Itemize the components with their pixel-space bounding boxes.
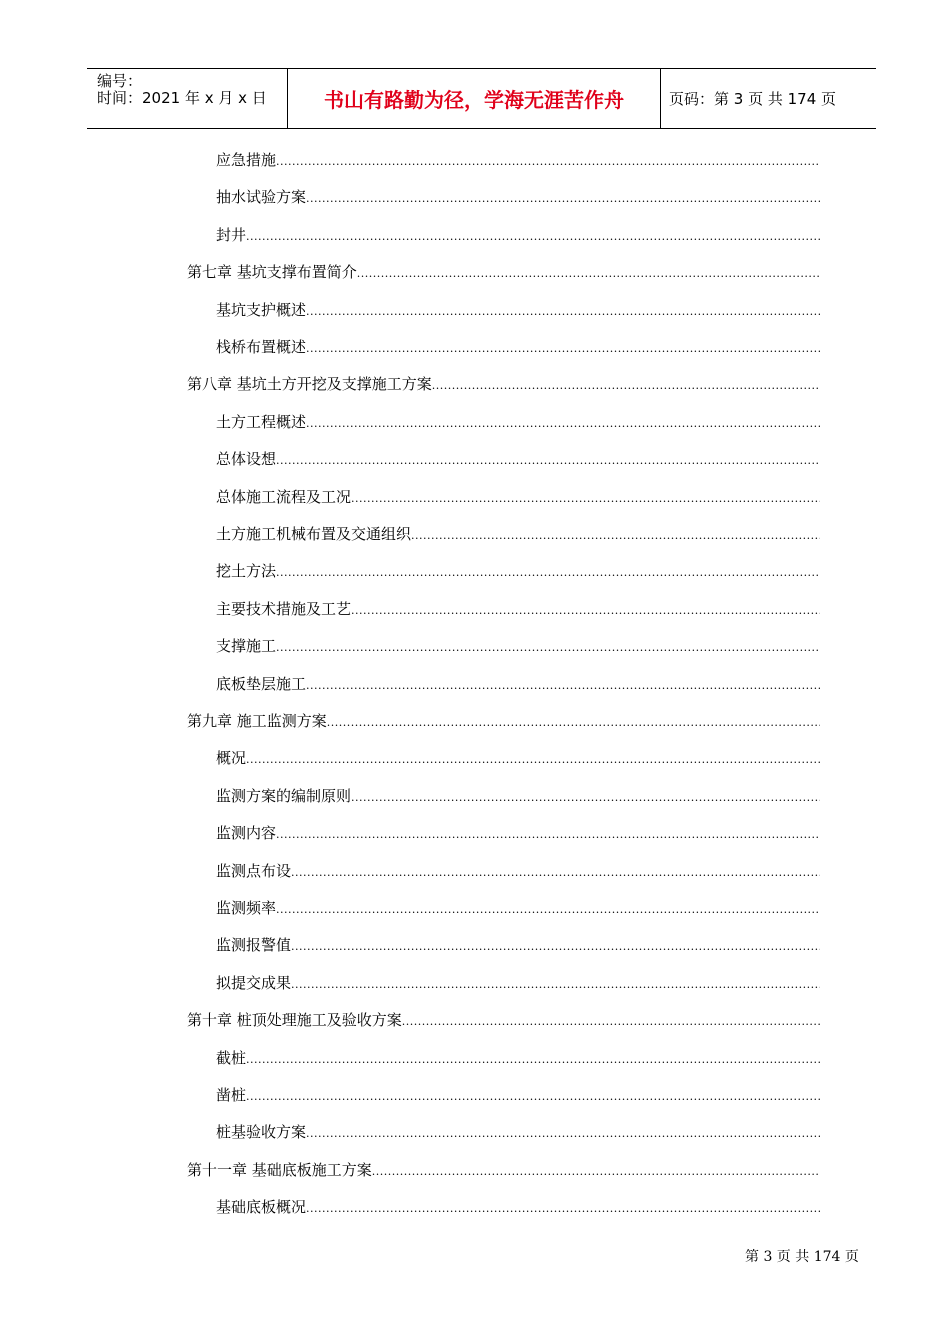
toc-section-entry[interactable] [216,412,820,434]
toc-entry-title: 截桩 [216,1049,247,1067]
toc-entry-title: 土方施工机械布置及交通组织 [216,525,412,543]
toc-entry-title: 主要技术措施及工艺 [216,600,352,618]
toc-dot-leader [306,339,820,359]
toc-entry-title: 第十章 桩顶处理施工及验收方案 [187,1011,402,1029]
toc-dot-leader [357,264,820,284]
toc-entry-title: 桩基验收方案 [216,1123,307,1141]
toc-section-entry[interactable] [216,150,820,172]
toc-section-entry[interactable] [216,1048,820,1070]
toc-dot-leader [351,601,820,621]
toc-dot-leader [306,1124,820,1144]
toc-entry-title: 基础底板概况 [216,1198,307,1216]
toc-entry-title: 挖土方法 [216,562,277,580]
page-footer: 第 3 页 共 174 页 [745,1249,859,1265]
toc-entry-title: 抽水试验方案 [216,188,307,206]
document-header [87,68,876,129]
toc-entry-title: 拟提交成果 [216,974,292,992]
toc-section-entry[interactable] [216,823,820,845]
toc-section-entry[interactable] [216,898,820,920]
toc-dot-leader [291,975,820,995]
toc-section-entry[interactable] [216,636,820,658]
toc-section-entry[interactable] [216,973,820,995]
toc-dot-leader [372,1162,820,1182]
toc-entry-title: 监测内容 [216,824,277,842]
toc-dot-leader [306,302,820,322]
header-page-info: 页码：第 3 页 共 174 页 [669,90,837,108]
toc-section-entry[interactable] [216,1122,820,1144]
toc-entry-title: 第十一章 基础底板施工方案 [187,1161,372,1179]
toc-entry-title: 栈桥布置概述 [216,338,307,356]
toc-section-entry[interactable] [216,1085,820,1107]
toc-entry-title: 第九章 施工监测方案 [187,712,327,730]
toc-dot-leader [327,713,820,733]
toc-dot-leader [276,900,820,920]
toc-section-entry[interactable] [216,487,820,509]
toc-dot-leader [306,1199,820,1219]
toc-dot-leader [276,638,820,658]
toc-dot-leader [402,1012,820,1032]
toc-entry-title: 概况 [216,749,247,767]
toc-dot-leader [246,1050,820,1070]
toc-entry-title: 底板垫层施工 [216,675,307,693]
toc-entry-title: 第八章 基坑土方开挖及支撑施工方案 [187,375,432,393]
toc-entry-title: 支撑施工 [216,637,277,655]
toc-section-entry[interactable] [216,524,820,546]
toc-chapter-entry[interactable] [187,711,820,733]
toc-dot-leader [291,863,820,883]
toc-dot-leader [411,526,820,546]
toc-entry-title: 基坑支护概述 [216,301,307,319]
toc-dot-leader [291,937,820,957]
toc-dot-leader [276,152,820,172]
toc-section-entry[interactable] [216,449,820,471]
toc-entry-title: 监测频率 [216,899,277,917]
toc-entry-title: 封井 [216,226,247,244]
toc-entry-title: 监测方案的编制原则 [216,787,352,805]
toc-dot-leader [246,750,820,770]
toc-entry-title: 应急措施 [216,151,277,169]
toc-section-entry[interactable] [216,935,820,957]
document-time: 时间：2021 年 x 月 x 日 [97,89,267,107]
toc-section-entry[interactable] [216,337,820,359]
toc-dot-leader [276,825,820,845]
toc-entry-title: 监测报警值 [216,936,292,954]
header-meta-cell [87,69,288,128]
toc-chapter-entry[interactable] [187,1160,820,1182]
header-motto: 书山有路勤为径，学海无涯苦作舟 [324,88,624,112]
toc-dot-leader [351,489,820,509]
toc-section-entry[interactable] [216,599,820,621]
toc-section-entry[interactable] [216,786,820,808]
toc-entry-title: 凿桩 [216,1086,247,1104]
toc-entry-title: 第七章 基坑支撑布置简介 [187,263,357,281]
document-number-label: 编号： [97,72,143,90]
toc-section-entry[interactable] [216,748,820,770]
toc-chapter-entry[interactable] [187,1010,820,1032]
toc-dot-leader [306,189,820,209]
toc-chapter-entry[interactable] [187,262,820,284]
toc-section-entry[interactable] [216,187,820,209]
toc-entry-title: 总体设想 [216,450,277,468]
toc-entry-title: 监测点布设 [216,862,292,880]
toc-dot-leader [246,227,820,247]
toc-dot-leader [276,563,820,583]
toc-entry-title: 土方工程概述 [216,413,307,431]
toc-dot-leader [246,1087,820,1107]
toc-dot-leader [276,451,820,471]
toc-section-entry[interactable] [216,1197,820,1219]
toc-section-entry[interactable] [216,561,820,583]
toc-section-entry[interactable] [216,300,820,322]
toc-dot-leader [351,788,820,808]
header-motto-cell [288,69,661,128]
toc-section-entry[interactable] [216,861,820,883]
toc-section-entry[interactable] [216,674,820,696]
toc-dot-leader [306,676,820,696]
toc-chapter-entry[interactable] [187,374,820,396]
toc-section-entry[interactable] [216,225,820,247]
header-page-cell [661,69,876,128]
toc-dot-leader [306,414,820,434]
toc-dot-leader [432,376,820,396]
toc-entry-title: 总体施工流程及工况 [216,488,352,506]
